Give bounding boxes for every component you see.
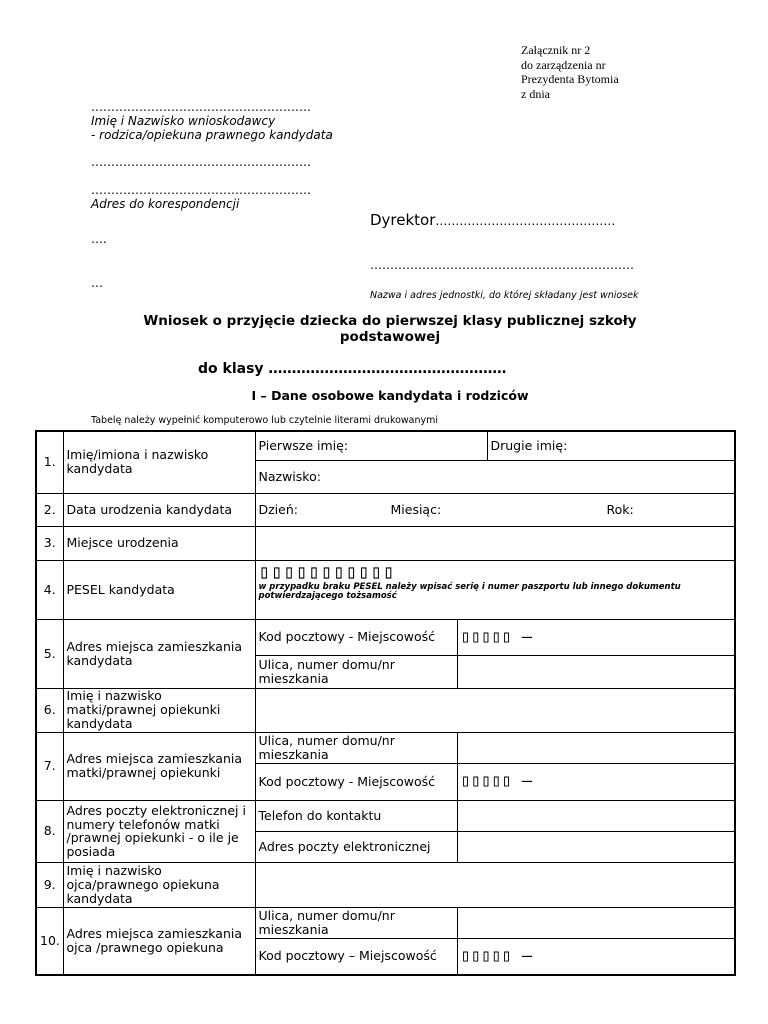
surname-field[interactable]: Nazwisko: [255,460,735,493]
table-row [36,800,735,831]
postal-label: Kod pocztowy - Miejscowość [255,619,457,655]
applicant-dots-short-2[interactable]: … [91,276,103,290]
row-label: Adres miejsca zamieszkania kandydata [63,619,255,688]
first-name-field[interactable]: Pierwsze imię: [255,431,487,460]
table-row [36,560,735,619]
postal-label: Kod pocztowy – Miejscowość [255,938,457,975]
postal-field[interactable] [457,619,735,655]
street-label: Ulica, numer domu/nr mieszkania [255,655,457,688]
street-field[interactable] [457,655,735,688]
class-field[interactable]: do klasy …………………………………………… [198,361,507,377]
attachment-line-2: do zarządzenia nr [521,57,606,72]
email-field[interactable] [457,831,735,862]
row-label: PESEL kandydata [63,560,255,619]
year-label: Rok: [606,501,634,517]
phone-field[interactable] [457,800,735,831]
row-label: Adres poczty elektronicznej i numery telefonów matki /prawnej opiekunki - o ile je posiada [63,800,255,862]
table-row [36,907,735,938]
row-number: 7. [36,732,63,800]
table-row [36,619,735,655]
table-instruction: Tabelę należy wypełnić komputerowo lub czytelnie literami drukowanymi [91,415,439,426]
attachment-line-1: Załącznik nr 2 [521,43,591,57]
section-heading: I – Dane osobowe kandydata i rodziców [251,388,529,403]
applicant-name-dots[interactable]: ………………………………………………. [91,100,311,114]
row-label: Miejsce urodzenia [63,526,255,560]
birth-place-field[interactable] [255,526,735,560]
director-label: Dyrektor [370,211,436,229]
applicant-address-dots-2[interactable]: ………………………………………………. [91,183,311,197]
father-name-field[interactable] [255,862,735,907]
applicant-dots-short-1[interactable]: …. [91,232,107,246]
applicant-name-sublabel: - rodzica/opiekuna prawnego kandydata [91,128,333,142]
street-field[interactable] [457,907,735,938]
table-row [36,493,735,526]
street-field[interactable] [457,732,735,763]
attachment-line-4: z dnia [521,86,550,101]
row-label: Imię i nazwisko ojca/prawnego opiekuna kandydata [63,862,255,907]
table-row [36,431,735,460]
postal-boxes[interactable]: ▯▯▯▯▯ – [460,771,533,791]
pesel-field[interactable] [255,560,735,619]
form-title [95,313,685,345]
row-number: 10. [36,907,63,975]
postal-boxes[interactable]: ▯▯▯▯▯ – [460,945,533,966]
pesel-boxes[interactable]: ▯▯▯▯▯▯▯▯▯▯▯ [258,560,396,583]
attachment-note [521,43,619,101]
candidate-data-table [35,430,736,976]
pesel-note: w przypadku braku PESEL należy wpisać serię i numer paszportu lub innego dokumentu potwierdzającego tożsamość [258,581,681,601]
street-label: Ulica, numer domu/nr mieszkania [255,907,457,938]
table-row [36,862,735,907]
row-number: 4. [36,560,63,619]
row-number: 6. [36,688,63,732]
form-title-line-2: podstawowej [339,329,441,345]
row-number: 1. [36,431,63,493]
applicant-name-label: Imię i Nazwisko wnioskodawcy [91,114,276,128]
postal-label: Kod pocztowy - Miejscowość [255,763,457,800]
row-label: Adres miejsca zamieszkania matki/prawnej opiekunki [63,732,255,800]
table-row [36,688,735,732]
street-label: Ulica, numer domu/nr mieszkania [255,732,457,763]
email-label: Adres poczty elektronicznej [255,831,457,862]
applicant-address-dots-1[interactable]: ………………………………………………. [91,155,311,169]
director-line [370,211,615,229]
row-label: Adres miejsca zamieszkania ojca /prawnego opiekuna [63,907,255,975]
row-number: 8. [36,800,63,862]
day-label: Dzień: [258,501,298,517]
unit-dots[interactable]: ………………………………………………………… [370,258,634,272]
row-number: 9. [36,862,63,907]
form-title-line-1: Wniosek o przyjęcie dziecka do pierwszej klasy publicznej szkoły [143,313,637,329]
unit-label: Nazwa i adres jednostki, do której składany jest wniosek [370,290,639,301]
attachment-line-3: Prezydenta Bytomia [521,72,619,86]
row-number: 2. [36,493,63,526]
postal-boxes[interactable]: ▯▯▯▯▯ – [460,626,533,647]
phone-label: Telefon do kontaktu [255,800,457,831]
postal-field[interactable] [457,763,735,800]
row-number: 3. [36,526,63,560]
second-name-field[interactable]: Drugie imię: [487,431,735,460]
row-label: Imię/imiona i nazwisko kandydata [63,431,255,493]
row-number: 5. [36,619,63,688]
row-label: Imię i nazwisko matki/prawnej opiekunki kandydata [63,688,255,732]
table-row [36,732,735,763]
month-label: Miesiąc: [390,501,442,517]
director-dots[interactable]: ……………………………………… [435,214,616,228]
row-label: Data urodzenia kandydata [63,493,255,526]
postal-field[interactable] [457,938,735,975]
mother-name-field[interactable] [255,688,735,732]
table-row [36,526,735,560]
applicant-address-label: Adres do korespondencji [91,197,240,211]
birth-date-field[interactable] [255,493,735,526]
